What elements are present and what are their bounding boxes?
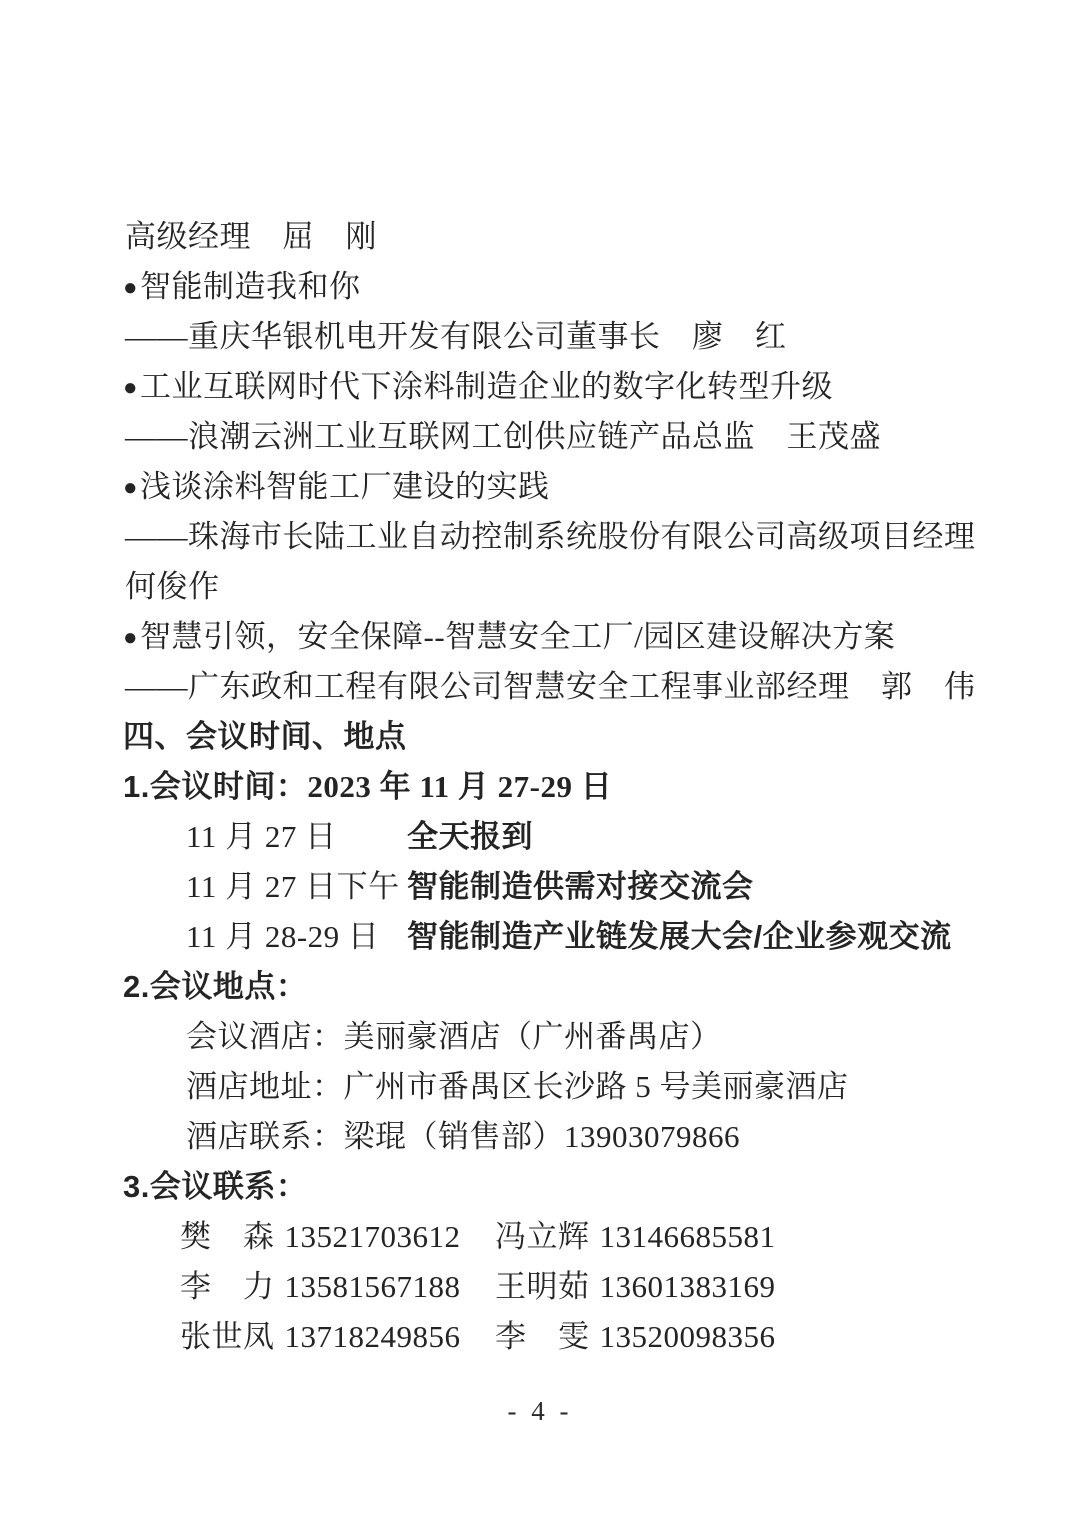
schedule-time: 11 月 27 日 xyxy=(186,819,337,854)
bullet-marker: ● xyxy=(123,625,138,651)
contact-entry xyxy=(495,1312,776,1362)
contact-entry xyxy=(180,1312,495,1362)
section-title: 四、会议时间、地点 xyxy=(123,719,407,754)
meeting-time-heading: 1.会议时间： xyxy=(123,769,308,804)
schedule-row xyxy=(123,862,970,912)
contact-row xyxy=(123,1212,970,1262)
place-detail-row xyxy=(123,1062,970,1112)
schedule-event: 智能制造产业链发展大会/企业参观交流 xyxy=(407,919,952,954)
meeting-time-heading-line xyxy=(123,762,970,812)
agenda-text: 智慧引领，安全保障--智慧安全工厂/园区建设解决方案 xyxy=(140,619,896,654)
agenda-line xyxy=(123,662,976,712)
schedule-event: 智能制造供需对接交流会 xyxy=(407,869,754,904)
agenda-text: 高级经理 屈 刚 xyxy=(125,219,377,254)
agenda-line xyxy=(123,212,970,262)
contact-name: 张世凤 xyxy=(180,1319,275,1354)
contact-phone: 13601383169 xyxy=(599,1269,776,1304)
agenda-line xyxy=(123,412,970,462)
schedule-row xyxy=(123,812,970,862)
schedule-time: 11 月 28-29 日 xyxy=(186,919,380,954)
agenda-text: ——浪潮云洲工业互联网工创供应链产品总监 王茂盛 xyxy=(125,419,881,454)
agenda-line xyxy=(123,612,970,662)
agenda-line xyxy=(123,312,970,362)
contact-row xyxy=(123,1262,970,1312)
contact-entry xyxy=(180,1212,495,1262)
contact-entry xyxy=(495,1262,776,1312)
contact-name: 李 力 xyxy=(180,1269,275,1304)
agenda-line xyxy=(123,512,976,562)
agenda-text: ——重庆华银机电开发有限公司董事长 廖 红 xyxy=(125,319,787,354)
agenda-line xyxy=(123,562,970,612)
contact-phone: 13521703612 xyxy=(284,1219,461,1254)
contact-name: 王明茹 xyxy=(495,1269,590,1304)
contact-phone: 13146685581 xyxy=(599,1219,776,1254)
agenda-text: 浅谈涂料智能工厂建设的实践 xyxy=(140,469,550,504)
contact-name: 樊 森 xyxy=(180,1219,275,1254)
bullet-marker: ● xyxy=(123,475,138,501)
contact-phone: 13581567188 xyxy=(284,1269,461,1304)
meeting-time-date: 2023 年 11 月 27-29 日 xyxy=(307,769,613,804)
detail-label: 会议酒店： xyxy=(186,1019,344,1054)
agenda-line xyxy=(123,462,970,512)
contact-phone: 13520098356 xyxy=(599,1319,776,1354)
detail-label: 酒店联系： xyxy=(186,1119,344,1154)
detail-value: 广州市番禺区长沙路 5 号美丽豪酒店 xyxy=(343,1069,849,1104)
contact-name: 冯立辉 xyxy=(495,1219,590,1254)
schedule-time: 11 月 27 日下午 xyxy=(186,869,400,904)
contact-entry xyxy=(180,1262,495,1312)
place-detail-row xyxy=(123,1012,970,1062)
place-detail-row xyxy=(123,1112,970,1162)
contact-phone: 13718249856 xyxy=(284,1319,461,1354)
agenda-line xyxy=(123,262,970,312)
agenda-text: 工业互联网时代下涂料制造企业的数字化转型升级 xyxy=(140,369,833,404)
meeting-place-heading: 2.会议地点： xyxy=(123,969,308,1004)
contact-name: 李 雯 xyxy=(495,1319,590,1354)
detail-label: 酒店地址： xyxy=(186,1069,344,1104)
document-content xyxy=(123,212,976,1362)
contact-entry xyxy=(495,1212,776,1262)
agenda-text: 何俊作 xyxy=(125,569,220,604)
page-number: - 4 - xyxy=(507,1396,573,1426)
bullet-marker: ● xyxy=(123,275,138,301)
contact-row xyxy=(123,1312,970,1362)
bullet-marker: ● xyxy=(123,375,138,401)
detail-value: 美丽豪酒店（广州番禺店） xyxy=(343,1019,722,1054)
agenda-text: ——广东政和工程有限公司智慧安全工程事业部经理 郭 伟 xyxy=(125,669,976,704)
schedule-row xyxy=(123,912,970,962)
agenda-text: 智能制造我和你 xyxy=(140,269,361,304)
detail-value: 梁琨（销售部）13903079866 xyxy=(343,1119,740,1154)
meeting-contacts-heading: 3.会议联系： xyxy=(123,1169,308,1204)
agenda-text: ——珠海市长陆工业自动控制系统股份有限公司高级项目经理 xyxy=(125,519,976,554)
agenda-line xyxy=(123,362,970,412)
schedule-event: 全天报到 xyxy=(407,819,533,854)
